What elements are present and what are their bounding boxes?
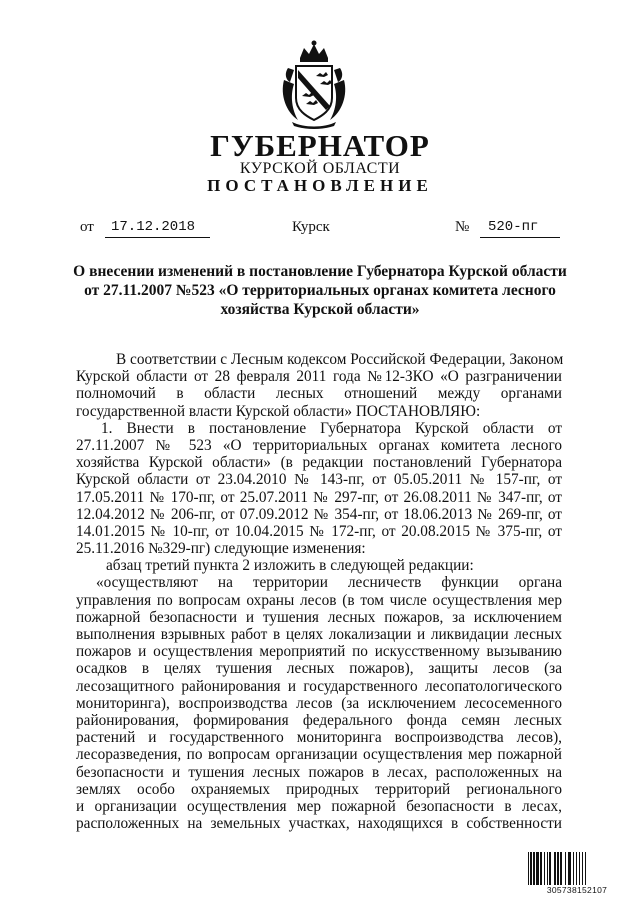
date-label: от [80,219,94,235]
body-line: управления по вопросам охраны лесов (в том числе осуществления мер [76,591,562,609]
document-number: 520-пг [480,219,560,238]
body-line: мониторинга), воспроизводства лесов (за исключением лесосеменного [76,694,562,712]
governor-title: ГУБЕРНАТОР [210,128,430,163]
region-subtitle: КУРСКОЙ ОБЛАСТИ [239,160,401,177]
body-line: «осуществляют на территории лесничеств функции органа [96,574,562,592]
document-meta-row [80,219,560,241]
coat-of-arms-icon [276,40,352,130]
body-line: 1. Внести в постановление Губернатора Курской области от [101,419,562,437]
document-subject [70,262,570,319]
body-line: выполнения взрывных работ в целях локализации и ликвидации лесных [76,626,562,643]
body-line: абзац третий пункта 2 изложить в следующей редакции: [106,557,474,575]
body-line: растений и государственного мониторинга воспроизводства лесов), [76,729,562,747]
body-line: безопасности и тушения лесных пожаров в лесах, расположенных на [76,763,562,781]
body-line: 12.04.2012 № 206-пг, от 07.09.2012 № 354-пг, от 18.06.2013 № 269-пг, от [76,505,562,523]
document-barcode [527,852,627,896]
body-line: расположенных на земельных участках, находящихся в собственности [76,815,562,833]
body-line: пожаров и осуществления мероприятий по искусственному вызыванию [76,643,562,661]
body-line: районирования, формирования федерального фонда семян лесных [76,711,562,729]
body-line: полномочий в области лесных отношений между органами [76,385,562,403]
body-line: 25.11.2016 №329-пг) следующие изменения: [76,540,366,558]
body-line: В соответствии с Лесным кодексом Российской Федерации, Законом [116,351,564,368]
subject-line: О внесении изменений в постановление Губернатора Курской области [73,263,567,280]
body-line: пожарной безопасности и тушения лесных пожаров, за исключением [76,608,562,626]
body-line: Курской области от 23.04.2010 № 143-пг, от 05.05.2011 № 157-пг, от [76,471,562,489]
subject-line: от 27.11.2007 №523 «О территориальных органах комитета лесного [84,282,556,299]
body-line: землях особо охраняемых природных территорий регионального [76,780,562,798]
document-date: 17.12.2018 [105,219,210,238]
barcode-icon [527,852,627,886]
body-line: 17.05.2011 № 170-пг, от 25.07.2011 № 297-пг, от 26.08.2011 № 347-пг, от [76,488,562,506]
number-label: № [455,219,470,235]
body-line: и организации осуществления мер пожарной безопасности в лесах, [76,797,562,815]
document-body [76,351,562,832]
body-line: осадков в целях тушения лесных пожаров), защиты лесов (за [76,660,562,678]
body-line: хозяйства Курской области» (в редакции постановлений Губернатора [76,454,562,472]
subject-line: хозяйства Курской области» [220,301,420,318]
city-name: Курск [292,219,330,235]
coat-of-arms-emblem [276,40,352,130]
barcode-number: 305738152107 [527,885,627,895]
body-line: 14.01.2015 № 10-пг, от 10.04.2015 № 172-пг, от 20.08.2015 № 375-пг, от [76,522,562,540]
body-line: лесозащитного районирования и государственного лесопатологического [76,677,562,695]
body-line: Курской области от 28 февраля 2011 года №12-ЗКО «О разграничении [76,368,562,386]
body-line: государственной власти Курской области» ПОСТАНОВЛЯЮ: [76,402,481,420]
body-line: 27.11.2007 № 523 «О территориальных органах комитета лесного [76,436,562,454]
body-line: лесоразведения, по вопросам организации осуществления мер пожарной [76,746,562,764]
document-type: ПОСТАНОВЛЕНИЕ [207,176,433,195]
